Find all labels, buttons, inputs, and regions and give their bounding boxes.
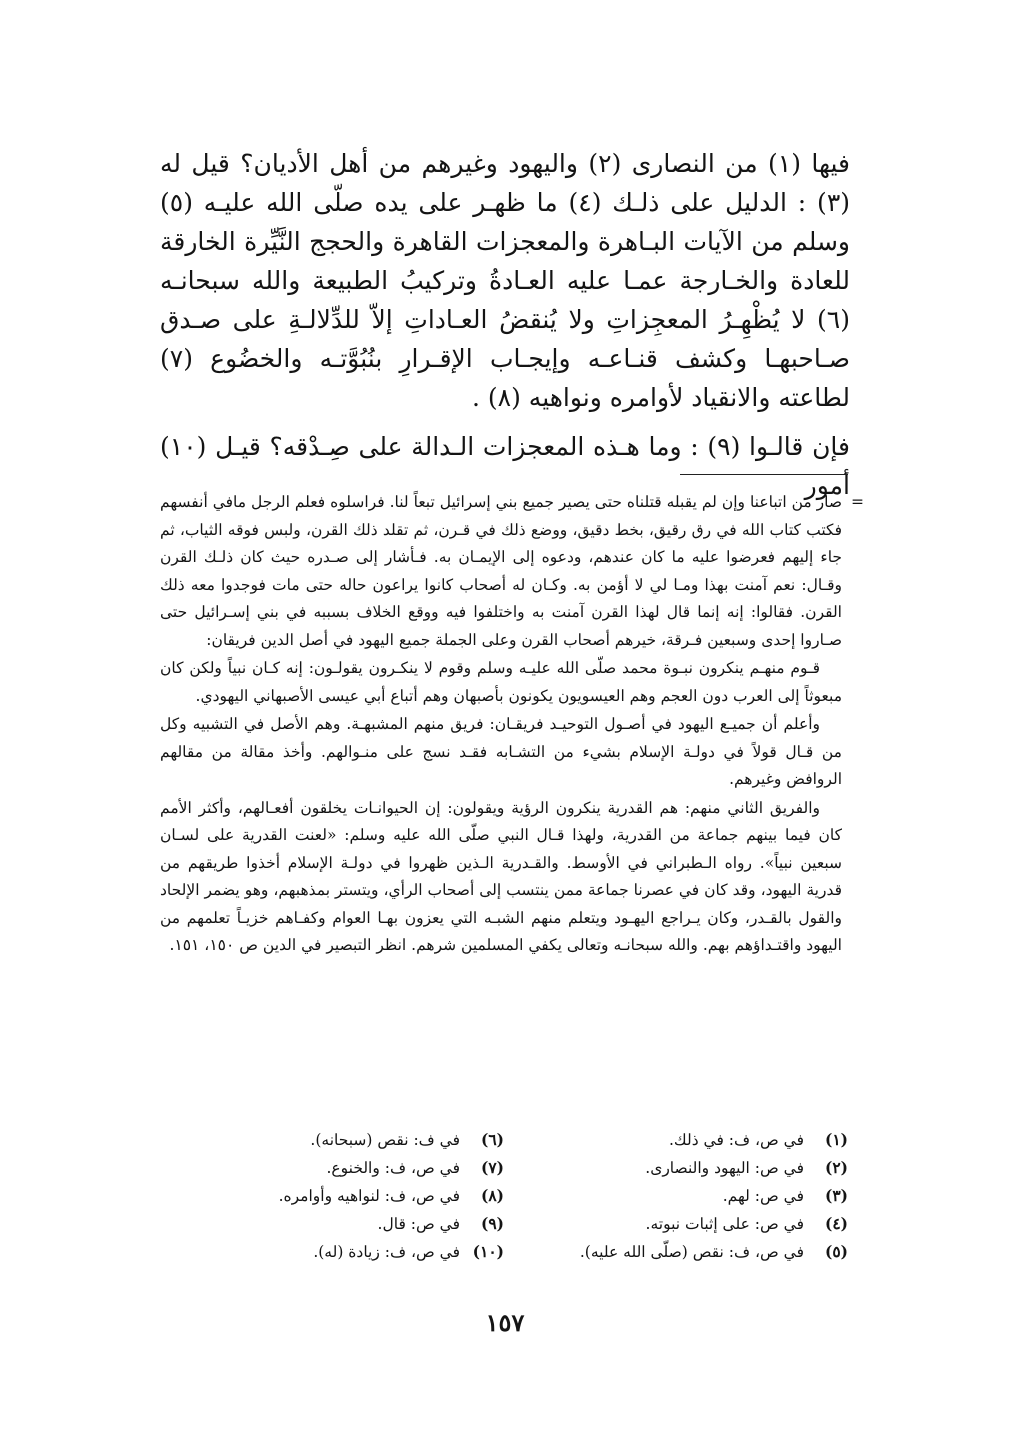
footnote-text: في ص، ف: في ذلك.: [668, 1131, 804, 1149]
footnote-number: (٤): [824, 1214, 848, 1233]
footnote-text: في ص، ف: زيادة (له).: [313, 1243, 460, 1261]
footnote-8: [160, 1182, 504, 1210]
footnote-number: (٧): [480, 1158, 504, 1177]
footnote-4: [504, 1210, 848, 1238]
main-paragraph-2: فإن قالـوا (٩) : وما هـذه المعجزات الـدالة على صِـدْقه؟ قيـل (١٠) أمور: [160, 432, 850, 500]
note-paragraph-3: وأعلم أن جميـع اليهود في أصـول التوحيـد فريقـان: فريق منهم المشبهـة. وهم الأصل في التشبيه وكل من قـال قولاً في دولـة الإسلام بشيء من التشـابه فقـد نسج على منـوالهم. وأخذ مقالة من مقالهم الروافض وغيرهم.: [160, 715, 842, 788]
footnote-10: [160, 1238, 504, 1266]
footnote-text: في ص: على إثبات نبوته.: [645, 1215, 804, 1233]
footnote-6: [160, 1126, 504, 1154]
footnote-text: في ص، ف: والخنوع.: [326, 1159, 460, 1177]
page-number: ١٥٧: [485, 1308, 525, 1337]
note-paragraph-4: والفريق الثاني منهم: هم القدرية ينكرون الرؤية ويقولون: إن الحيوانـات يخلقون أفعـالهم، وأكثر الأمم كان فيما بينهم جماعة من القدرية، ولهذا قـال النبي صلّى الله عليه وسلم: «لعنت القدرية على لسـان سبعين نبياً». رواه الـطبراني في الأوسط. والقـدرية الـذين ظهروا في دولـة الإسلام أخذوا طريقهم من قدرية اليهود، وقد كان في عصرنا جماعة ممن ينتسب إلى أصحاب الرأي، ويتستر بمذهبهم، وهو يضمر الإلحاد والقول بالقـدر، وكان يـراجع اليهـود ويتعلم منهم الشبـه التي يعزون بهـا العوام وكفـاهم خزيـاً تعلمهم من اليهود واقتـداؤهم بهم. والله سبحانـه وتعالى يكفي المسلمين شرهم. انظر التبصير في الدين ص ١٥٠، ١٥١.: [160, 798, 842, 954]
footnote-text: في ص، ف: نقص (صلّى الله عليه).: [579, 1243, 804, 1261]
footnote-number: (٨): [480, 1186, 504, 1205]
continuation-mark: =: [851, 493, 864, 511]
footnote-7: [160, 1154, 504, 1182]
footnote-text: في ف: نقص (سبحانه).: [310, 1131, 460, 1149]
footnote-number: (٥): [824, 1242, 848, 1261]
footnote-text: في ص: لهم.: [722, 1187, 804, 1205]
note-paragraph-1: صار من اتباعنا وإن لم يقبله قتلناه حتى يصير جميع بني إسرائيل تبعاً لنا. فراسلوه فعلم الرجل مافي أنفسهم فكتب كتاب الله في رق رقيق، بخط دقيق، ووضع ذلك في قـرن، ثم تقلد ذلك القرن، ولبس فوقه الثياب، ثم جاء إليهم فعرضوا عليه ما كان عندهم، ودعوه إلى الإيمـان به. فـأشار إلى صـدره حيث كان ذلـك القرن وقـال: نعم آمنت بهذا ومـا لي لا أؤمن به. وكـان له أصحاب كانوا يراعون حاله حتى مات فوجدوا معه ذلك القرن. فقالوا: إنه إنما قال لهذا القرن آمنت به واختلفوا فيه ووقع الخلاف بسببه في بني إسـرائيل حتى صـاروا إحدى وسبعين فـرقة، خيرهم أصحاب القرن وعلى الجملة جميع اليهود في أصل الدين فريقان:: [160, 493, 842, 649]
footnote-text: في ص، ف: لنواهيه وأوامره.: [278, 1187, 460, 1205]
footnote-5: [504, 1238, 848, 1266]
footnote-number: (١): [824, 1130, 848, 1149]
footnote-number: (٩): [480, 1214, 504, 1233]
footnote-continuation: [160, 489, 864, 960]
footnotes-list: [160, 1126, 848, 1266]
footnote-3: [504, 1182, 848, 1210]
footnote-separator: [680, 474, 848, 475]
footnote-number: (٢): [824, 1158, 848, 1177]
main-paragraph-1: فيها (١) من النصارى (٢) واليهود وغيرهم من أهل الأديان؟ قيل له (٣) : الدليل على ذلـك (٤) ما ظهـر على يده صلّى الله عليـه (٥) وسلم من الآيات البـاهرة والمعجزات القاهرة والحجج النَّيِّرة الخارقة للعادة والخـارجة عمـا عليه العـادةُ وتركيبُ الطبيعة والله سبحانـه (٦) لا يُظْهِـرُ المعجِزاتِ ولا يُنقضُ العـاداتِ إلاّ للدِّلالـةِ على صـدق صـاحبهـا وكشف قنـاعـه وإيجـاب الإقـرارِ بنُبُوَّتـه والخضُوع (٧) لطاعته والانقياد لأوامره ونواهيه (٨) .: [160, 149, 851, 412]
footnote-2: [504, 1154, 848, 1182]
footnote-number: (١٠): [472, 1242, 504, 1261]
footnote-text: في ص: قال.: [377, 1215, 460, 1233]
footnote-text: في ص: اليهود والنصارى.: [645, 1159, 804, 1177]
note-paragraph-2: قـوم منهـم ينكرون نبـوة محمد صلّى الله عليـه وسلم وقوم لا ينكـرون يقولـون: إنه كـان نبياً ولكن كان مبعوثاً إلى العرب دون العجم وهم العيسويون يكونون بأصبهان وهم أتباع أبي عيسى الأصبهاني اليهودي.: [160, 659, 842, 705]
footnote-number: (٦): [480, 1130, 504, 1149]
footnote-9: [160, 1210, 504, 1238]
footnote-1: [504, 1126, 848, 1154]
footnote-number: (٣): [824, 1186, 848, 1205]
main-text: [160, 144, 850, 505]
